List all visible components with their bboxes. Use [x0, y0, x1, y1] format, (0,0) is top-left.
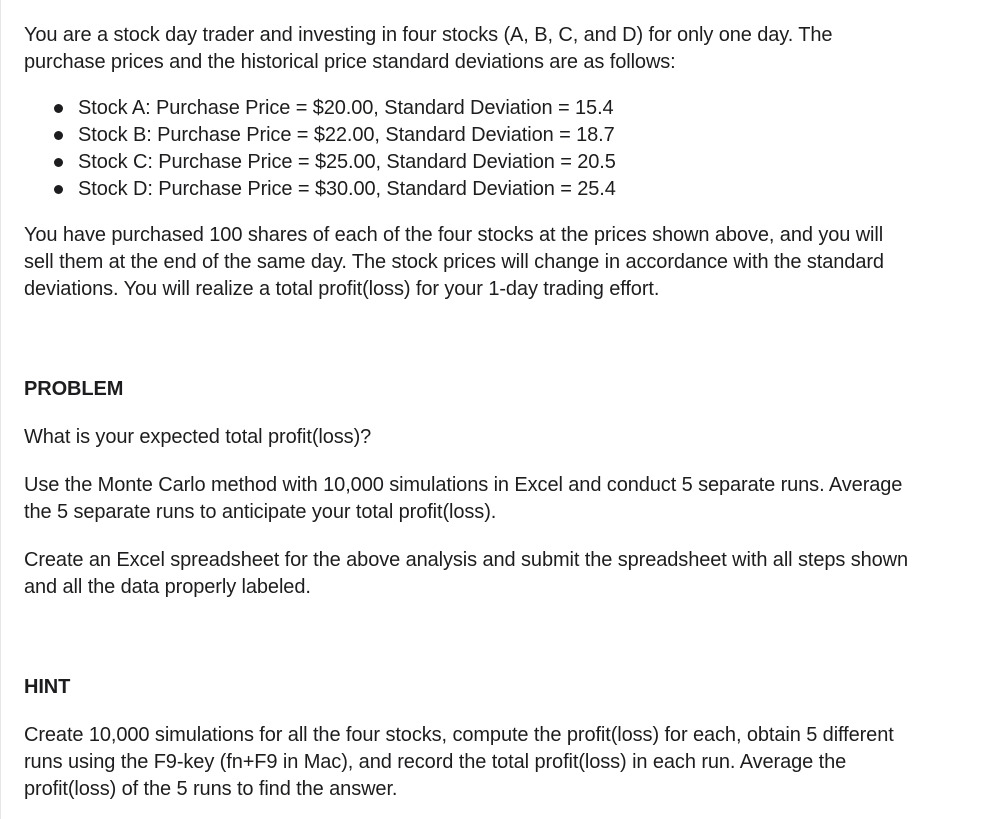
excel-line-2: and all the data properly labeled.: [24, 576, 311, 598]
excel-line-1: Create an Excel spreadsheet for the above analysis and submit the spreadsheet with all steps shown: [24, 549, 909, 571]
hint-paragraph: [24, 722, 1000, 803]
stock-item-label: Stock C: Purchase Price = $25.00, Standard Deviation = 20.5: [78, 151, 616, 173]
monte-carlo-line-1: Use the Monte Carlo method with 10,000 simulations in Excel and conduct 5 separate runs. Average: [24, 474, 903, 496]
purchase-line-2: sell them at the end of the same day. The stock prices will change in accordance with the standard: [24, 251, 884, 273]
hint-line-3: profit(loss) of the 5 runs to find the answer.: [24, 778, 398, 800]
monte-carlo-paragraph: [24, 472, 1000, 526]
stock-item-a: [54, 95, 1000, 122]
hint-heading: HINT: [24, 676, 71, 698]
stock-list: [24, 95, 1000, 203]
hint-line-2: runs using the F9-key (fn+F9 in Mac), and record the total profit(loss) in each run. Average the: [24, 751, 847, 773]
document-body: [24, 22, 1000, 803]
purchase-line-1: You have purchased 100 shares of each of the four stocks at the prices shown above, and you will: [24, 224, 884, 246]
stock-item-d: [54, 176, 1000, 203]
bullet-icon: [54, 104, 63, 113]
purchase-paragraph: [24, 222, 1000, 303]
monte-carlo-line-2: the 5 separate runs to anticipate your total profit(loss).: [24, 501, 497, 523]
intro-line-2: purchase prices and the historical price standard deviations are as follows:: [24, 51, 676, 73]
intro-paragraph: [24, 22, 1000, 76]
bullet-icon: [54, 158, 63, 167]
stock-item-b: [54, 122, 1000, 149]
stock-item-c: [54, 149, 1000, 176]
bullet-icon: [54, 185, 63, 194]
stock-item-label: Stock B: Purchase Price = $22.00, Standard Deviation = 18.7: [78, 124, 615, 146]
stock-item-label: Stock A: Purchase Price = $20.00, Standard Deviation = 15.4: [78, 97, 614, 119]
problem-heading: PROBLEM: [24, 378, 124, 400]
stock-item-label: Stock D: Purchase Price = $30.00, Standard Deviation = 25.4: [78, 178, 616, 200]
excel-instructions-paragraph: [24, 547, 1000, 601]
problem-question: What is your expected total profit(loss)?: [24, 426, 372, 448]
intro-line-1: You are a stock day trader and investing in four stocks (A, B, C, and D) for only one day. The: [24, 24, 833, 46]
purchase-line-3: deviations. You will realize a total profit(loss) for your 1-day trading effort.: [24, 278, 660, 300]
bullet-icon: [54, 131, 63, 140]
left-border: [0, 0, 1, 819]
hint-line-1: Create 10,000 simulations for all the four stocks, compute the profit(loss) for each, obtain 5 different: [24, 724, 894, 746]
